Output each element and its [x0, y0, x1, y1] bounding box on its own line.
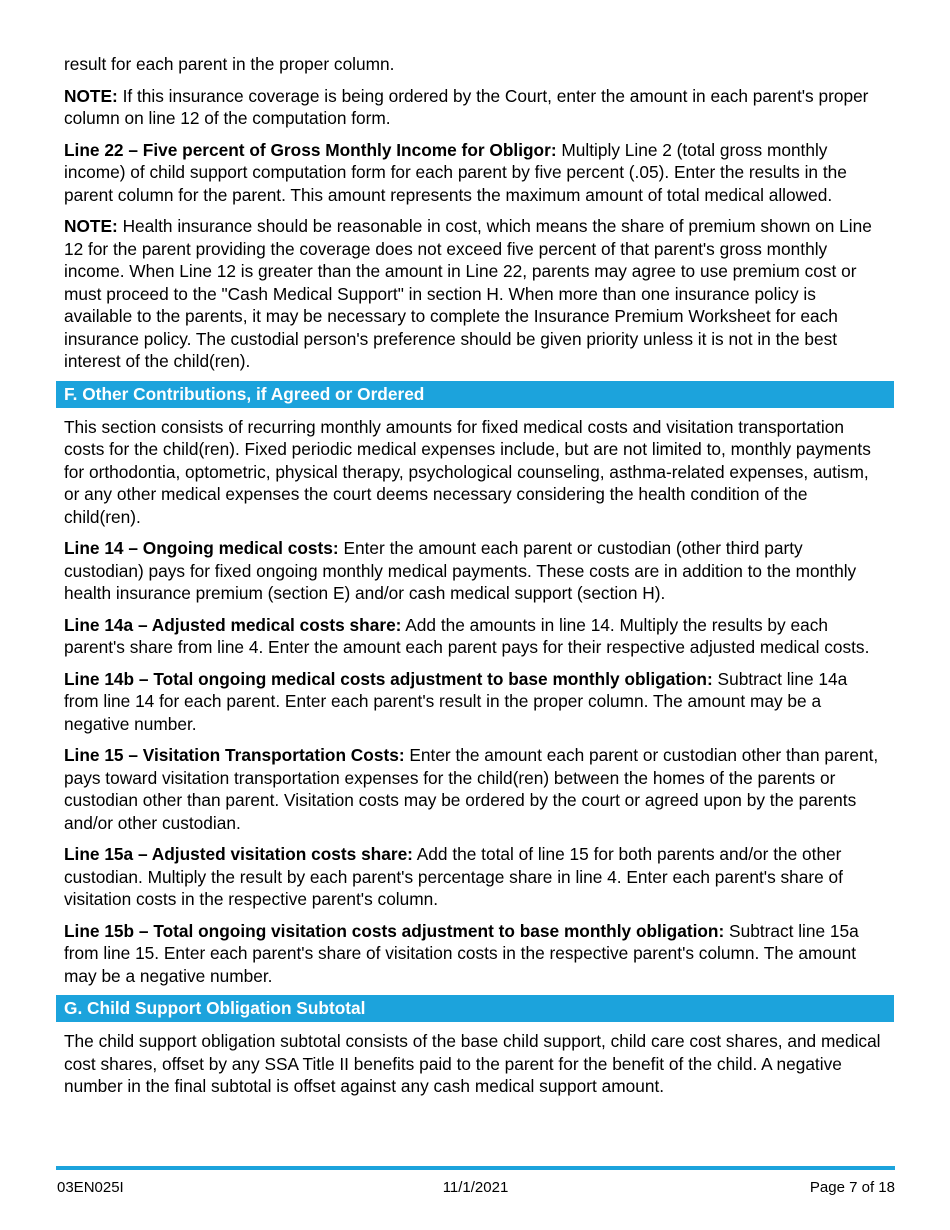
line14a-text: Add the amounts in line 14. Multiply the results by each parent's share from line 4. Enter the amount each parent pays for their respective adjusted medical costs. — [64, 614, 870, 657]
line14b-label: Line 14b – Total ongoing medical costs adjustment to base monthly obligation: — [64, 668, 713, 689]
line15-paragraph — [56, 744, 894, 834]
line14a-label: Line 14a – Adjusted medical costs share: — [64, 614, 402, 635]
note-text: If this insurance coverage is being ordered by the Court, enter the amount in each parent's proper column on line 12 of the computation form. — [64, 85, 869, 128]
line15b-label: Line 15b – Total ongoing visitation costs adjustment to base monthly obligation: — [64, 920, 725, 941]
line14b-paragraph — [56, 668, 894, 736]
line15a-paragraph — [56, 843, 894, 911]
note-paragraph-2 — [56, 215, 894, 373]
line22-text: Multiply Line 2 (total gross monthly income) of child support computation form for each parent by five percent (.05). Enter the results in the parent column for the parent. This amount represents the maximum amount of total medical allowed. — [64, 139, 847, 205]
section-g-intro-text: The child support obligation subtotal consists of the base child support, child care cost shares, and medical cost shares, offset by any SSA Title II benefits paid to the parent for the benefit of the child. A negative number in the final subtotal is offset against any cash medical support amount. — [64, 1031, 881, 1096]
note-label: NOTE: — [64, 216, 118, 236]
line14-text: Enter the amount each parent or custodian (other third party custodian) pays for fixed ongoing monthly medical payments. These costs are in addition to the monthly health insurance premium (section E) and/or cash medical support (section H). — [64, 538, 857, 603]
carryover-text: result for each parent in the proper column. — [64, 54, 395, 74]
line15-text: Enter the amount each parent or custodian other than parent, pays toward visitation transportation expenses for the child(ren) between the homes of the parents or custodian other than parent. Visitation costs may be ordered by the court or agreed upon by the parents and/or other custodian. — [64, 745, 879, 833]
line14b-text: Subtract line 14a from line 14 for each parent. Enter each parent's result in the proper column. The amount may be a negative number. — [64, 668, 848, 734]
section-g-intro — [56, 1030, 894, 1098]
section-f-header: F. Other Contributions, if Agreed or Ordered — [56, 381, 894, 408]
note-label: NOTE: — [64, 85, 118, 106]
footer-date: 11/1/2021 — [442, 1179, 509, 1196]
section-f-intro-text: This section consists of recurring monthly amounts for fixed medical costs and visitation transportation costs for the child(ren). Fixed periodic medical expenses include, but are not limited to, monthly payments for orthodontia, optometric, physical therapy, psychological counseling, asthma-related expenses, autism, or any other medical expenses the court deems necessary considering the health condition of the child(ren). — [64, 416, 871, 527]
line15a-label: Line 15a – Adjusted visitation costs share: — [64, 844, 413, 864]
line15b-text: Subtract line 15a from line 15. Enter each parent's share of visitation costs in the respective parent's column. The amount may be a negative number. — [64, 920, 859, 986]
page-footer — [56, 1176, 895, 1200]
footer-page-number: Page 7 of 18 — [809, 1179, 895, 1196]
line14-label: Line 14 – Ongoing medical costs: — [64, 538, 339, 558]
line22-paragraph — [56, 139, 894, 207]
section-f-intro — [56, 416, 894, 529]
section-g-header: G. Child Support Obligation Subtotal — [56, 995, 894, 1022]
document-page — [56, 50, 894, 1098]
footer-divider — [56, 1166, 895, 1170]
line14a-paragraph — [56, 614, 894, 659]
footer-form-number: 03EN025I — [57, 1179, 124, 1196]
note-paragraph-1 — [56, 85, 894, 130]
line15-label: Line 15 – Visitation Transportation Costs: — [64, 745, 405, 765]
note-text: Health insurance should be reasonable in cost, which means the share of premium shown on Line 12 for the parent providing the coverage does not exceed five percent of that parent's gross monthly income. When Line 12 is greater than the amount in Line 22, parents may agree to use premium cost or must proceed to the "Cash Medical Support" in section H. When more than one insurance policy is available to the parents, it may be necessary to complete the Insurance Premium Worksheet for each insurance policy. The custodial person's preference should be given priority unless it is not in the best interest of the child(ren). — [64, 216, 872, 371]
line15b-paragraph — [56, 920, 894, 988]
line15a-text: Add the total of line 15 for both parents and/or the other custodian. Multiply the result by each parent's percentage share in line 4. Enter each parent's share of visitation costs in the respective parent's column. — [64, 844, 843, 909]
line22-label: Line 22 – Five percent of Gross Monthly Income for Obligor: — [64, 139, 557, 160]
carryover-paragraph — [56, 53, 894, 76]
line14-paragraph — [56, 537, 894, 605]
